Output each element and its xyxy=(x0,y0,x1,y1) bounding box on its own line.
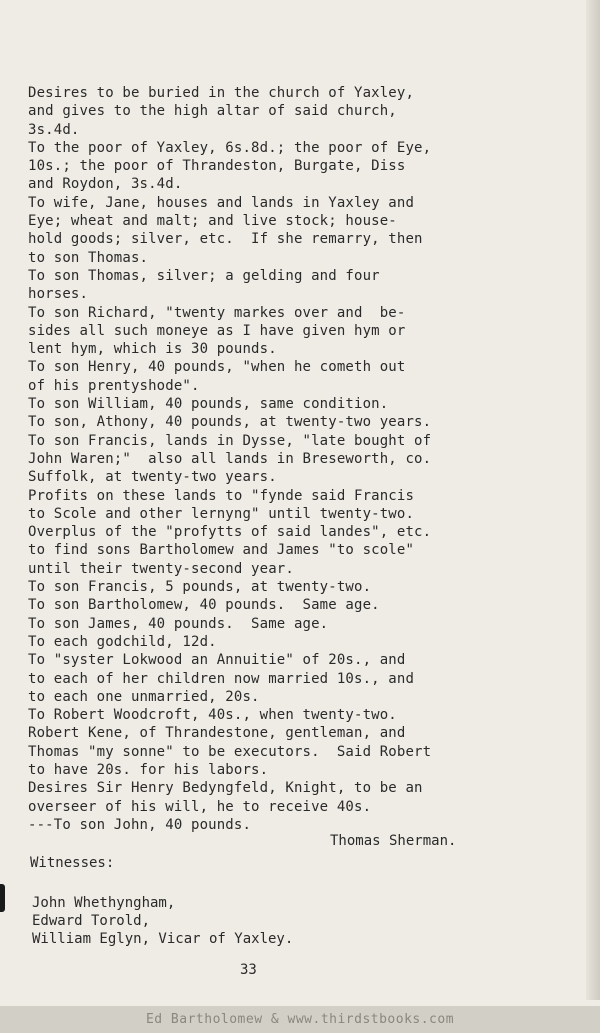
body-line: To son Thomas, silver; a gelding and four xyxy=(28,267,380,284)
page-number: 33 xyxy=(240,962,257,978)
body-line: horses. xyxy=(28,286,89,303)
body-line: and gives to the high altar of said church, xyxy=(28,103,397,120)
body-line: to find sons Bartholomew and James "to scole" xyxy=(28,542,415,559)
witness-name: John Whethyngham, xyxy=(32,895,176,911)
body-line: Profits on these lands to "fynde said Francis xyxy=(28,487,415,504)
body-line: 3s.4d. xyxy=(28,121,80,138)
body-line: Robert Kene, of Thrandestone, gentleman, and xyxy=(28,725,406,742)
body-line: To Robert Woodcroft, 40s., when twenty-two. xyxy=(28,707,397,724)
body-line: To "syster Lokwood an Annuitie" of 20s., and xyxy=(28,652,406,669)
body-line: Suffolk, at twenty-two years. xyxy=(28,469,277,486)
body-line: To the poor of Yaxley, 6s.8d.; the poor of Eye, xyxy=(28,139,432,156)
footer-credit: Ed Bartholomew & www.thirdstbooks.com xyxy=(0,1006,600,1033)
body-line: To son Francis, lands in Dysse, "late bought of xyxy=(28,432,432,449)
body-line: To wife, Jane, houses and lands in Yaxley and xyxy=(28,194,415,211)
testator-signature: Thomas Sherman. xyxy=(330,833,457,849)
body-line: 10s.; the poor of Thrandeston, Burgate, Diss xyxy=(28,158,406,175)
body-line: Desires to be buried in the church of Yaxley, xyxy=(28,85,415,101)
witness-name: William Eglyn, Vicar of Yaxley. xyxy=(32,931,294,947)
body-line: to have 20s. for his labors. xyxy=(28,761,269,778)
body-line: To son, Athony, 40 pounds, at twenty-two years. xyxy=(28,414,432,431)
body-line: To son Francis, 5 pounds, at twenty-two. xyxy=(28,579,372,596)
body-line: hold goods; silver, etc. If she remarry, then xyxy=(28,231,423,248)
body-line: Desires Sir Henry Bedyngfeld, Knight, to be an xyxy=(28,780,423,797)
body-line: lent hym, which is 30 pounds. xyxy=(28,341,277,358)
body-line: to each one unmarried, 20s. xyxy=(28,688,260,705)
witness-name: Edward Torold, xyxy=(32,913,151,929)
body-line: To son Henry, 40 pounds, "when he cometh out xyxy=(28,359,406,376)
will-body-text xyxy=(28,84,576,834)
binding-hole-mark xyxy=(0,884,5,912)
body-line: To son William, 40 pounds, same condition. xyxy=(28,396,389,413)
body-line: Overplus of the "profytts of said landes", etc. xyxy=(28,524,432,541)
body-line: until their twenty-second year. xyxy=(28,560,294,577)
body-line: John Waren;" also all lands in Breseworth, co. xyxy=(28,450,432,467)
body-line: Eye; wheat and malt; and live stock; house- xyxy=(28,213,397,230)
body-line: of his prentyshode". xyxy=(28,377,200,394)
body-line: To son James, 40 pounds. Same age. xyxy=(28,615,329,632)
body-line: to each of her children now married 10s., and xyxy=(28,670,415,687)
body-line: Thomas "my sonne" to be executors. Said Robert xyxy=(28,743,432,760)
body-line: To son Bartholomew, 40 pounds. Same age. xyxy=(28,597,380,614)
witnesses-heading: Witnesses: xyxy=(30,855,115,871)
body-line: To son Richard, "twenty markes over and be- xyxy=(28,304,406,321)
page-edge-shadow xyxy=(586,0,600,1000)
body-line: To each godchild, 12d. xyxy=(28,633,217,650)
body-line: ---To son John, 40 pounds. xyxy=(28,816,252,833)
body-line: and Roydon, 3s.4d. xyxy=(28,176,183,193)
body-line: to Scole and other lernyng" until twenty-two. xyxy=(28,505,415,522)
body-line: overseer of his will, he to receive 40s. xyxy=(28,798,372,815)
body-line: to son Thomas. xyxy=(28,249,149,266)
body-line: sides all such moneye as I have given hym or xyxy=(28,322,406,339)
